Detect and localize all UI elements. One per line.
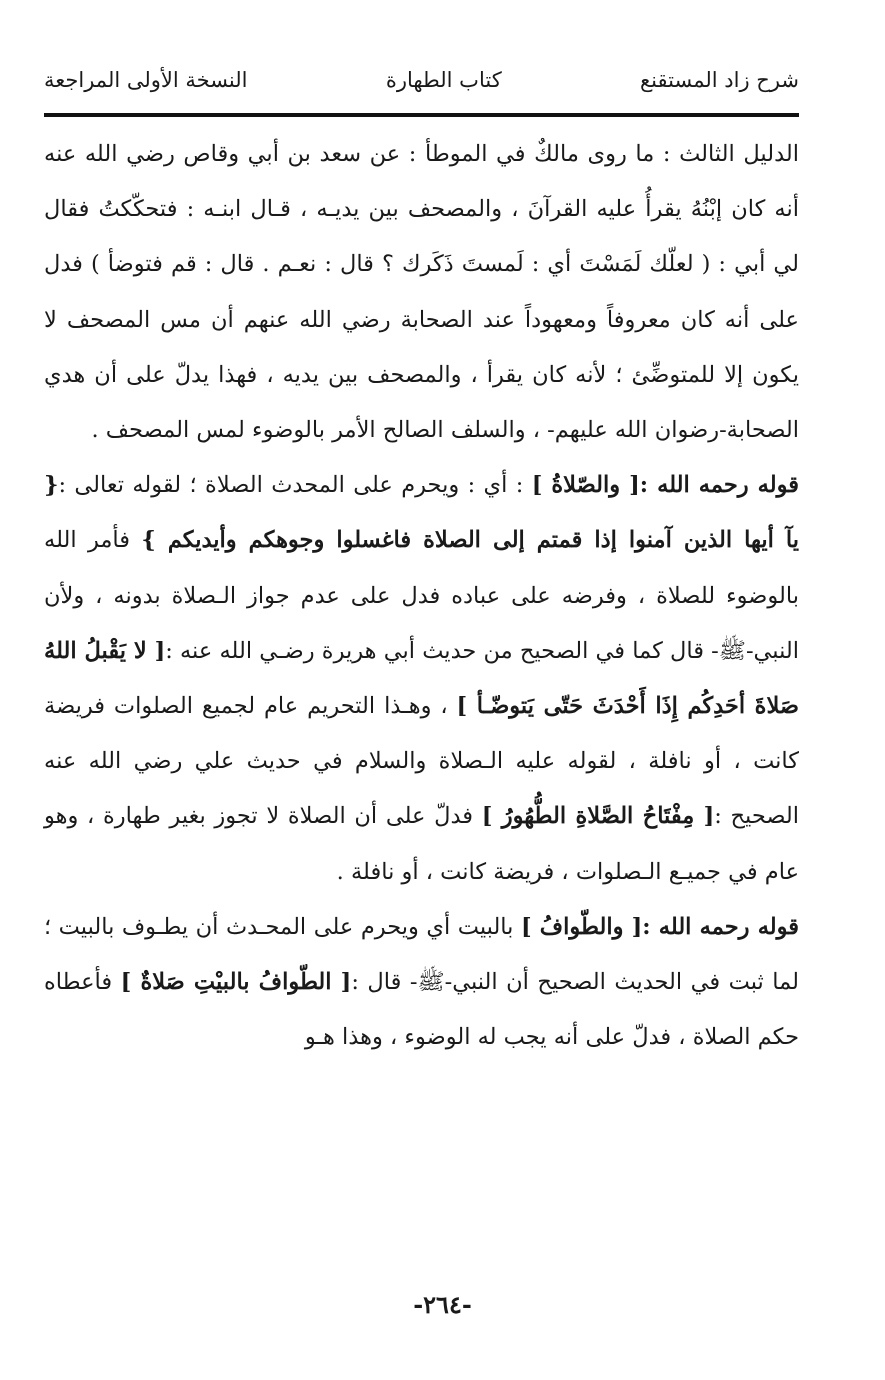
bold-text-segment: [ الطّوافُ بالبيْتِ صَلاةٌ ]: [120, 969, 352, 996]
text-segment: بالبيت أي ويحرم على المحـدث أن يطـوف بالبيت ؛ لما ثبت في الحديث الصحيح أن النبي-ﷺ- قال :: [44, 913, 799, 996]
paragraph: [44, 458, 799, 900]
text-segment: فأعطاه حكم الصلاة ، فدلّ على أنه يجب له الوضوء ، وهذا هـو: [44, 969, 799, 1051]
text-segment: : أي : ويحرم على المحدث الصلاة ؛ لقوله تعالى :: [58, 472, 532, 499]
running-header: [44, 60, 799, 100]
paragraph: [44, 900, 799, 1066]
page-body: [44, 127, 799, 1065]
text-segment: الدليل الثالث : ما روى مالكٌ في الموطأ : عن سعد بن أبي وقاص رضي الله عنه أنه كان إبْنُهُ يقرأُ عليه القرآنَ ، والمصحف بين يديـه ، قـال ابنـه : فتحكّكتُ فقال لي أبي : ( لعلّك لَمَسْتَ أي : لَمستَ ذَكَرك ؟ قال : نعـم . قال : قم فتوضأ ) فدل على أنه كان معروفاً ومعهوداً عند الصحابة رضي الله عنهم أن مس المصحف لا يكون إلا للمتوضِّئ ؛ لأنه كان يقرأ ، والمصحف بين يديه ، فهذا يدلّ على أن هدي الصحابة-رضوان الله عليهم- ، والسلف الصالح الأمر بالوضوء لمس المصحف .: [44, 141, 799, 444]
text-segment: فأمر الله بالوضوء للصلاة ، وفرضه على عباده فدل على عدم جواز الـصلاة بدونه ، ولأن النبي-ﷺ- قال كما في الصحيح من حديث أبي هريرة رضـي الله عنه :: [44, 527, 799, 664]
paragraph: [44, 127, 799, 458]
bold-text-segment: [ لا يَقْبلُ اللهُ صَلاةَ أحَدِكُم إِذَا أَحْدَثَ حَتّى يَتوضّـأ ]: [44, 637, 799, 720]
header-divider: [44, 113, 799, 117]
header-chapter-title: كتاب الطهارة: [385, 68, 502, 92]
header-book-title: شرح زاد المستقنع: [640, 68, 799, 92]
bold-text-segment: { يآ أيها الذين آمنوا إذا قمتم إلى الصلاة فاغسلوا وجوهكم وأيديكم }: [44, 472, 799, 554]
header-edition-note: النسخة الأولى المراجعة: [44, 68, 248, 92]
bold-text-segment: [ مِفْتَاحُ الصَّلاةِ الطُّهُورُ ]: [481, 803, 715, 830]
bold-text-segment: قوله رحمه الله :[ والصّلاةُ ]: [531, 472, 799, 499]
text-segment: فدلّ على أن الصلاة لا تجوز بغير طهارة ، وهو عام في جميـع الـصلوات ، فريضة كانت ، أو نافلة .: [44, 803, 799, 885]
page-number: -٢٦٤-: [413, 1290, 472, 1319]
bold-text-segment: قوله رحمه الله :[ والطّوافُ ]: [520, 913, 799, 940]
text-segment: ، وهـذا التحريم عام لجميع الصلوات فريضة كانت ، أو نافلة ، لقوله عليه الـصلاة والسلام في حديث علي رضي الله عنه الصحيح :: [44, 693, 799, 830]
